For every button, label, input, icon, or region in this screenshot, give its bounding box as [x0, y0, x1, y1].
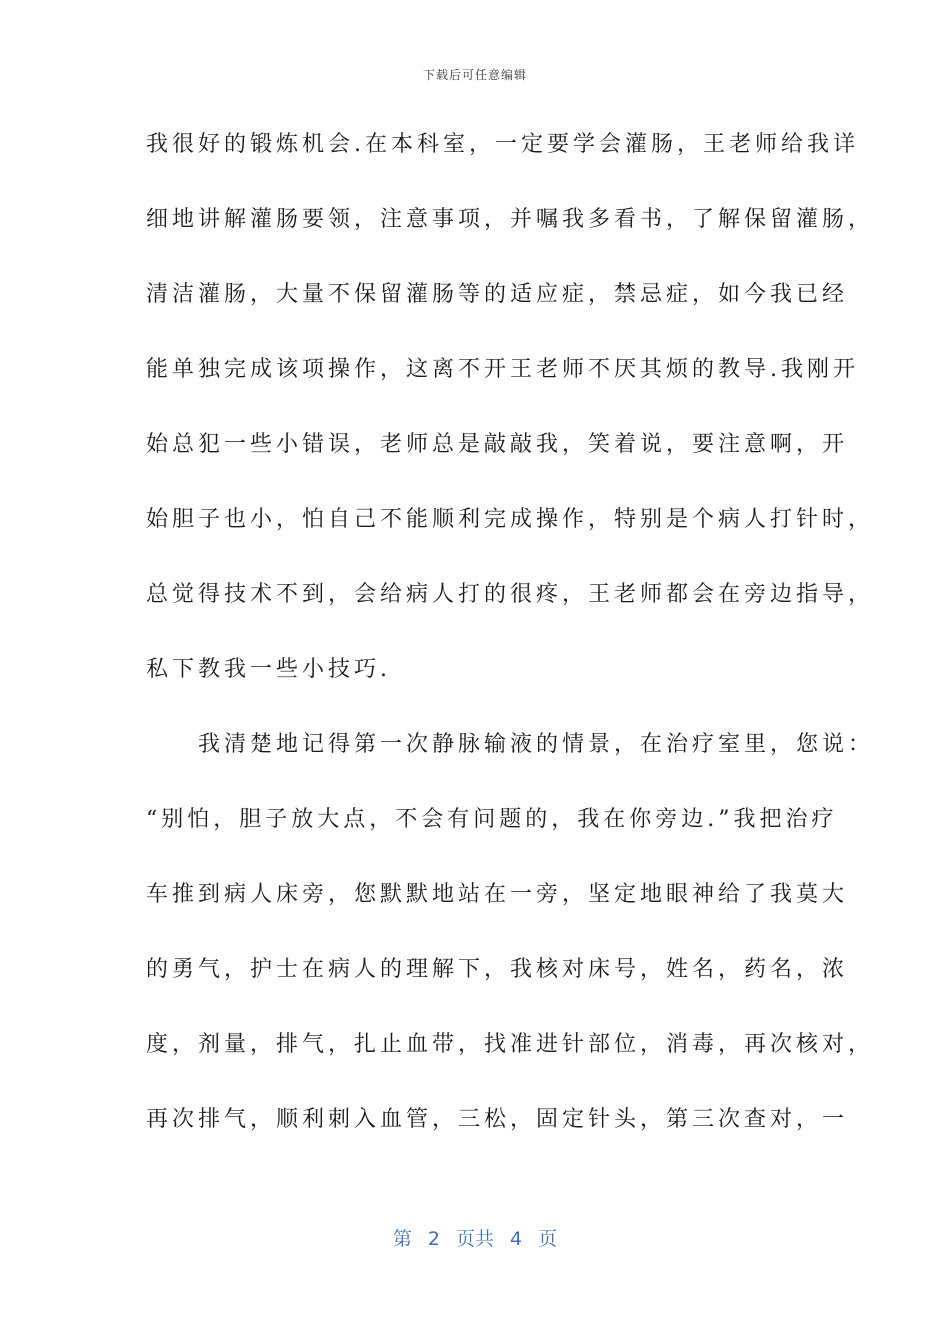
body-line: 的勇气，护士在病人的理解下，我核对床号，姓名，药名，浓 — [146, 957, 849, 982]
body-line: 我很好的锻炼机会.在本科室，一定要学会灌肠，王老师给我详 — [146, 132, 859, 157]
body-line: 细地讲解灌肠要领，注意事项，并嘱我多看书，了解保留灌肠， — [146, 207, 875, 232]
footer-label-ye: 页 — [538, 1228, 558, 1250]
body-line: 始总犯一些小错误，老师总是敲敲我，笑着说，要注意啊，开 — [146, 432, 849, 457]
body-line: 始胆子也小，怕自己不能顺利完成操作，特别是个病人打针时， — [146, 507, 875, 532]
body-line: 总觉得技术不到，会给病人打的很疼，王老师都会在旁边指导， — [146, 582, 875, 607]
page-header-note: 下载后可任意编辑 — [422, 68, 527, 82]
body-line: 车推到病人床旁，您默默地站在一旁，坚定地眼神给了我莫大 — [146, 882, 849, 907]
body-line: 再次排气，顺利刺入血管，三松，固定针头，第三次查对，一 — [146, 1107, 849, 1132]
body-line: 清洁灌肠，大量不保留灌肠等的适应症，禁忌症，如今我已经 — [146, 282, 849, 307]
footer-label-ye-gong: 页共 — [455, 1228, 494, 1250]
body-line: 私下教我一些小技巧. — [146, 657, 391, 682]
body-line: 能单独完成该项操作，这离不开王老师不厌其烦的教导.我刚开 — [146, 357, 859, 382]
document-body — [146, 120, 875, 1170]
page-footer — [0, 1224, 950, 1251]
body-line: 我清楚地记得第一次静脉输液的情景，在治疗室里，您说： — [146, 732, 875, 757]
current-page-number: 2 — [427, 1228, 440, 1250]
total-pages-number: 4 — [510, 1228, 523, 1250]
body-line: “别怕，胆子放大点，不会有问题的，我在你旁边.”我把治疗 — [146, 807, 838, 832]
body-line: 度，剂量，排气，扎止血带，找准进针部位，消毒，再次核对， — [146, 1032, 875, 1057]
footer-label-di: 第 — [392, 1228, 412, 1250]
